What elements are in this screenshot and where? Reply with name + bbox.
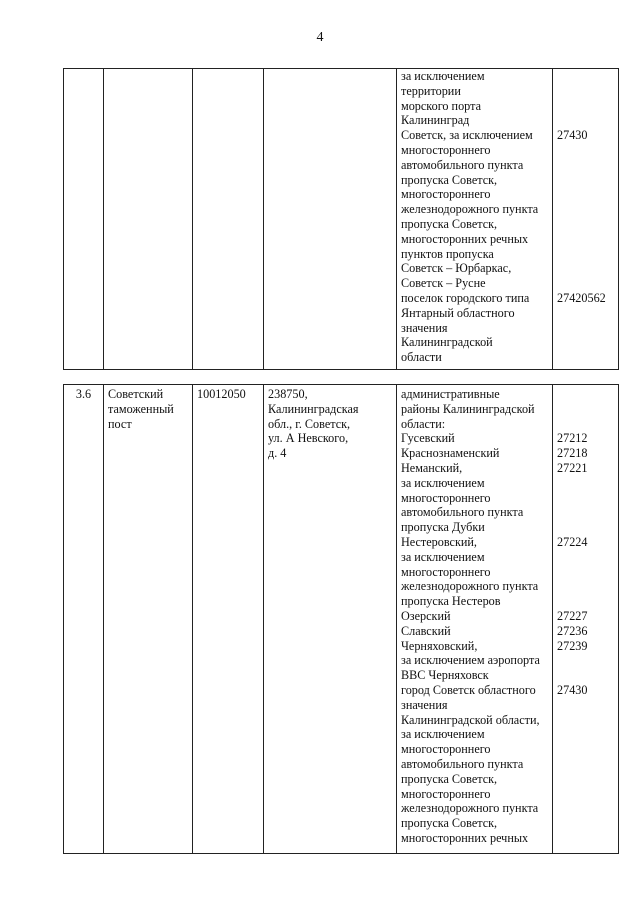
area-line: области: [401, 350, 442, 365]
area-line: Советск – Юрбаркас,: [401, 261, 512, 276]
oktmo-code: [557, 831, 614, 846]
post-name-line: Советский: [108, 387, 164, 401]
oktmo-code: [557, 217, 614, 232]
oktmo-code: [557, 173, 614, 188]
area-line: многостороннего: [401, 564, 491, 579]
oktmo-code: [557, 801, 614, 816]
address-line: Калининградская: [268, 401, 359, 416]
area-line: многостороннего: [401, 490, 491, 505]
cell-oktmo-codes: [553, 385, 619, 854]
address-line: 238750,: [268, 387, 308, 401]
address-line: ул. А Невского,: [268, 431, 349, 446]
area-line: Озерский: [401, 608, 451, 623]
oktmo-code: 27227: [557, 608, 588, 623]
oktmo-code: [557, 742, 614, 757]
oktmo-code: [557, 187, 614, 202]
oktmo-code: 27221: [557, 460, 588, 475]
oktmo-code: 27430: [557, 682, 588, 697]
oktmo-code: 27239: [557, 638, 588, 653]
area-line: пропуска Советск,: [401, 771, 498, 786]
area-line: Калининградской области,: [401, 712, 540, 727]
area-line: пропуска Нестеров: [401, 594, 501, 609]
oktmo-code: [557, 787, 614, 802]
oktmo-code: 27224: [557, 534, 588, 549]
area-line: за исключением: [401, 549, 485, 564]
oktmo-code: [557, 727, 614, 742]
address-line: обл., г. Советск,: [268, 416, 351, 431]
area-line: многостороннего: [401, 742, 491, 757]
area-line: территории: [401, 83, 461, 98]
oktmo-code: 27212: [557, 431, 588, 446]
oktmo-code: [557, 387, 614, 402]
oktmo-code: [557, 417, 614, 432]
cell-areas: [397, 69, 553, 370]
area-line: железнодорожного пункта: [401, 801, 539, 816]
cell-number: 3.6: [64, 385, 104, 854]
oktmo-code: [557, 550, 614, 565]
area-line: автомобильного пункта: [401, 157, 524, 172]
area-line: Краснознаменский: [401, 446, 500, 461]
oktmo-code: [557, 202, 614, 217]
area-line: поселок городского типа: [401, 290, 530, 305]
oktmo-code: [557, 491, 614, 506]
area-line: за исключением: [401, 727, 485, 742]
oktmo-code: 27420562: [557, 290, 606, 305]
oktmo-code: [557, 335, 614, 350]
oktmo-code: 27218: [557, 446, 588, 461]
cell-post-name: [104, 385, 193, 854]
area-line: Славский: [401, 623, 451, 638]
oktmo-code: [557, 84, 614, 99]
oktmo-code: [557, 113, 614, 128]
oktmo-code: [557, 594, 614, 609]
cell-post-code: [193, 69, 264, 370]
cell-areas: [397, 385, 553, 854]
oktmo-code: [557, 698, 614, 713]
area-line: Нестеровский,: [401, 534, 477, 549]
cell-post-code: 10012050: [193, 385, 264, 854]
table-row: [64, 385, 619, 854]
area-line: пропуска Советск,: [401, 816, 498, 831]
area-line: Черняховский,: [401, 638, 478, 653]
area-line: Янтарный областного: [401, 305, 515, 320]
oktmo-code: [557, 261, 614, 276]
oktmo-code: [557, 772, 614, 787]
area-line: многосторонних речных: [401, 830, 529, 845]
cell-number: [64, 69, 104, 370]
area-line: автомобильного пункта: [401, 505, 524, 520]
area-line: многостороннего: [401, 786, 491, 801]
area-line: за исключением: [401, 69, 485, 83]
cell-post-name: [104, 69, 193, 370]
area-line: за исключением: [401, 475, 485, 490]
oktmo-code: [557, 816, 614, 831]
post-name-line: таможенный: [108, 401, 174, 416]
area-line: пропуска Советск,: [401, 172, 498, 187]
area-line: пунктов пропуска: [401, 246, 494, 261]
area-line: Советск, за исключением: [401, 128, 533, 143]
area-line: за исключением аэропорта: [401, 653, 540, 668]
oktmo-code: [557, 247, 614, 262]
oktmo-code: 27430: [557, 128, 588, 143]
oktmo-code: [557, 306, 614, 321]
oktmo-code: [557, 232, 614, 247]
area-line: административные: [401, 387, 500, 401]
oktmo-code: [557, 158, 614, 173]
area-line: железнодорожного пункта: [401, 202, 539, 217]
area-line: пропуска Советск,: [401, 216, 498, 231]
area-line: ВВС Черняховск: [401, 668, 489, 683]
oktmo-code: [557, 579, 614, 594]
area-line: пропуска Дубки: [401, 520, 485, 535]
oktmo-code: [557, 757, 614, 772]
oktmo-code: [557, 505, 614, 520]
area-line: многостороннего: [401, 187, 491, 202]
oktmo-code: [557, 520, 614, 535]
oktmo-code: 27236: [557, 623, 588, 638]
oktmo-code: [557, 653, 614, 668]
area-line: многосторонних речных: [401, 231, 529, 246]
oktmo-code: [557, 713, 614, 728]
oktmo-code: [557, 69, 614, 84]
cell-oktmo-codes: [553, 69, 619, 370]
oktmo-code: [557, 99, 614, 114]
cell-address: [264, 69, 397, 370]
oktmo-code: [557, 402, 614, 417]
oktmo-code: [557, 476, 614, 491]
area-line: морского порта: [401, 98, 481, 113]
area-line: автомобильного пункта: [401, 756, 524, 771]
oktmo-code: [557, 321, 614, 336]
area-line: Гусевский: [401, 431, 455, 446]
table-row: [64, 69, 619, 370]
area-line: Неманский,: [401, 460, 463, 475]
page-number: 4: [316, 30, 324, 45]
oktmo-code: [557, 143, 614, 158]
area-line: железнодорожного пункта: [401, 579, 539, 594]
post-name-line: пост: [108, 416, 132, 431]
area-line: Калининград: [401, 113, 470, 128]
oktmo-code: [557, 668, 614, 683]
customs-table-row-3-6: [63, 384, 619, 854]
area-line: Калининградской: [401, 335, 493, 350]
address-line: д. 4: [268, 446, 287, 461]
area-line: город Советск областного: [401, 682, 536, 697]
area-line: значения: [401, 697, 448, 712]
customs-table-continued: [63, 68, 619, 370]
area-line: многостороннего: [401, 142, 491, 157]
oktmo-code: [557, 350, 614, 365]
oktmo-code: [557, 565, 614, 580]
area-line: значения: [401, 320, 448, 335]
area-line: районы Калининградской: [401, 401, 535, 416]
area-line: области:: [401, 416, 446, 431]
oktmo-code: [557, 276, 614, 291]
area-line: Советск – Русне: [401, 276, 486, 291]
cell-address: [264, 385, 397, 854]
